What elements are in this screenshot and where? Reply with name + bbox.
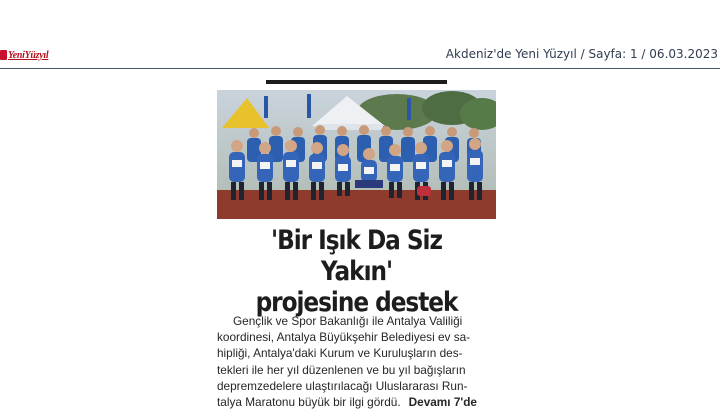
runners-group-illustration [217, 90, 496, 219]
headline-line-2: projesine destek [255, 287, 458, 318]
clipping-top-rule [266, 80, 447, 84]
body-line: tekleri ile her yıl düzenlenen ve bu yıl bağışların [217, 362, 466, 377]
body-line: Gençlik ve Spor Bakanlığı ile Antalya Valiliği [233, 314, 463, 328]
body-line: talya Maratonu büyük bir ilgi gördü. [217, 395, 401, 410]
article-body [217, 313, 496, 410]
news-clipping [216, 78, 497, 413]
body-line: koordinesi, Antalya Büyükşehir Belediyesi ev sa- [217, 330, 471, 345]
logo-text: YeniYüzyıl [8, 49, 49, 61]
body-line-last [217, 394, 496, 410]
group-photo [217, 90, 496, 219]
page-source-info: Akdeniz'de Yeni Yüzyıl / Sayfa: 1 / 06.03.2023 [445, 47, 718, 61]
continued-reference: Devamı 7'de [408, 395, 477, 410]
headline-line-1: 'Bir Işık Da Siz Yakın' [271, 225, 442, 287]
body-line: depremzedelere ulaştırılacağı Uluslararası Run- [217, 378, 468, 393]
body-line: hipliği, Antalya'daki Kurum ve Kuruluşların des- [217, 346, 463, 361]
article-headline [236, 225, 478, 318]
logo-mark-icon [0, 50, 7, 60]
header-divider [0, 68, 720, 69]
newspaper-logo [0, 47, 48, 63]
